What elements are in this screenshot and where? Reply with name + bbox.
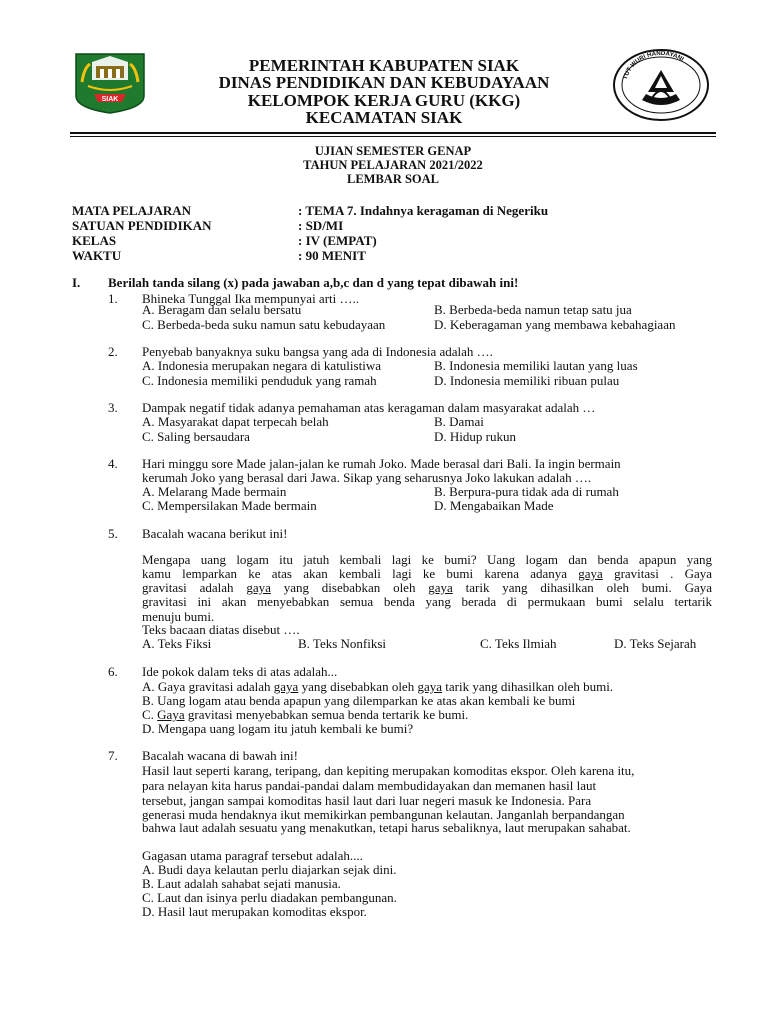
q7-intro: Bacalah wacana di bawah ini!: [142, 748, 298, 763]
q2-text: Penyebab banyaknya suku bangsa yang ada di Indonesia adalah ….: [142, 344, 493, 359]
q7-option-d[interactable]: D. Hasil laut merupakan komoditas ekspor.: [142, 904, 367, 919]
q2-option-c[interactable]: C. Indonesia memiliki penduduk yang ramah: [142, 373, 377, 388]
q1-number: 1.: [108, 291, 118, 306]
exam-sheet-label: LEMBAR SOAL: [346, 172, 440, 186]
q3-text: Dampak negatif tidak adanya pemahaman atas keragaman dalam masyarakat adalah …: [142, 400, 596, 415]
q4-text-line-1: Hari minggu sore Made jalan-jalan ke rumah Joko. Made berasal dari Bali. Ia ingin bermain: [142, 456, 621, 471]
q1-text: Bhineka Tunggal Ika mempunyai arti …..: [142, 291, 360, 306]
q3-number: 3.: [108, 400, 118, 415]
q7-passage-line-1: Hasil laut seperti karang, teripang, dan kepiting merupakan komoditas ekspor. Oleh karena itu,: [142, 763, 635, 778]
exam-title: UJIAN SEMESTER GENAP: [314, 144, 472, 158]
q1-option-a[interactable]: A. Beragam dan selalu bersatu: [142, 302, 302, 317]
info-value-class: : IV (EMPAT): [298, 233, 377, 248]
q5-question: Teks bacaan diatas disebut ….: [142, 622, 300, 637]
q7-option-c[interactable]: C. Laut dan isinya perlu diadakan pembangunan.: [142, 890, 397, 905]
q1-option-c[interactable]: C. Berbeda-beda suku namun satu kebudayaan: [142, 317, 386, 332]
q6-number: 6.: [108, 664, 118, 679]
exam-year: TAHUN PELAJARAN 2021/2022: [303, 158, 483, 172]
q5-option-b[interactable]: B. Teks Nonfiksi: [298, 636, 387, 651]
q5-passage-line-5: menuju bumi.: [142, 609, 215, 624]
q2-option-b[interactable]: B. Indonesia memiliki lautan yang luas: [434, 358, 638, 373]
q6-option-d[interactable]: D. Mengapa uang logam itu jatuh kembali ke bumi?: [142, 721, 414, 736]
info-label-time: WAKTU: [72, 248, 122, 263]
info-label-class: KELAS: [72, 233, 117, 248]
q6-option-b[interactable]: B. Uang logam atau benda apapun yang dilemparkan ke atas akan kembali ke bumi: [142, 693, 576, 708]
header-line-1: PEMERINTAH KABUPATEN SIAK: [248, 56, 520, 75]
q4-option-b[interactable]: B. Berpura-pura tidak ada di rumah: [434, 484, 619, 499]
q1-option-d[interactable]: D. Keberagaman yang membawa kebahagiaan: [434, 317, 676, 332]
q7-passage-line-3: tersebut, jangan sampai komoditas hasil laut dari luar negeri masuk ke Indonesia. Para: [142, 793, 592, 808]
underlined-word: gaya: [428, 580, 453, 595]
q2-option-a[interactable]: A. Indonesia merupakan negara di katulistiwa: [142, 358, 381, 373]
q1-option-b[interactable]: B. Berbeda-beda namun tetap satu jua: [434, 302, 632, 317]
q2-number: 2.: [108, 344, 118, 359]
section-instruction: Berilah tanda silang (x) pada jawaban a,b,c dan d yang tepat dibawah ini!: [108, 275, 519, 290]
q4-option-c[interactable]: C. Mempersilakan Made bermain: [142, 498, 317, 513]
underlined-word: gaya: [246, 580, 271, 595]
q6-option-c[interactable]: C. Gaya gravitasi menyebabkan semua benda tertarik ke bumi.: [142, 707, 469, 722]
q4-option-d[interactable]: D. Mengabaikan Made: [434, 498, 554, 513]
q7-question: Gagasan utama paragraf tersebut adalah....: [142, 848, 363, 863]
q5-number: 5.: [108, 526, 118, 541]
q4-number: 4.: [108, 456, 118, 471]
q2-option-d[interactable]: D. Indonesia memiliki ribuan pulau: [434, 373, 620, 388]
q6-text: Ide pokok dalam teks di atas adalah...: [142, 664, 338, 679]
q6-option-a[interactable]: A. Gaya gravitasi adalah gaya yang disebabkan oleh gaya tarik yang dihasilkan oleh bumi.: [142, 679, 614, 694]
q4-text-line-2: kerumah Joko yang berasal dari Jawa. Sikap yang seharusnya Joko lakukan adalah ….: [142, 470, 592, 485]
q5-option-c[interactable]: C. Teks Ilmiah: [480, 636, 557, 651]
q5-passage-line-1: Mengapa uang logam itu jatuh kembali lagi ke bumi? Uang logam dan benda apapun yang: [142, 552, 712, 567]
q7-passage-line-2: para nelayan kita harus pandai-pandai dalam membudidayakan dan memanen hasil laut: [142, 778, 597, 793]
info-value-subject: : TEMA 7. Indahnya keragaman di Negeriku: [298, 203, 549, 218]
section-number: I.: [72, 275, 81, 290]
q7-number: 7.: [108, 748, 118, 763]
q5-passage-line-4: gravitasi ini akan menyebabkan semua benda yang berada di permukaan bumi selalu tertarik: [142, 594, 712, 609]
q5-intro: Bacalah wacana berikut ini!: [142, 526, 288, 541]
q3-option-d[interactable]: D. Hidup rukun: [434, 429, 516, 444]
q3-option-c[interactable]: C. Saling bersaudara: [142, 429, 250, 444]
logo-text: SIAK: [101, 96, 119, 103]
q5-passage-line-2: kamu lemparkan ke atas akan kembali lagi ke bumi karena adanya gaya gravitasi . Gaya: [142, 566, 713, 581]
q4-option-a[interactable]: A. Melarang Made bermain: [142, 484, 287, 499]
q7-option-a[interactable]: A. Budi daya kelautan perlu diajarkan sejak dini.: [142, 862, 397, 877]
header-divider: [70, 132, 716, 134]
q7-option-b[interactable]: B. Laut adalah sahabat sejati manusia.: [142, 876, 341, 891]
q5-passage-line-3: gravitasi adalah gaya yang disebabkan oleh gaya tarik yang dihasilkan oleh bumi. Gaya: [142, 580, 713, 595]
header-line-2: DINAS PENDIDIKAN DAN KEBUDAYAAN: [218, 73, 550, 92]
info-label-subject: MATA PELAJARAN: [72, 203, 192, 218]
header-line-3: KELOMPOK KERJA GURU (KKG): [247, 91, 521, 110]
info-value-time: : 90 MENIT: [298, 248, 366, 263]
q7-passage-line-5: bahwa laut adalah sesuatu yang menakutkan, tetapi harus sebaliknya, laut merupakan sahabat.: [142, 820, 631, 835]
q3-option-b[interactable]: B. Damai: [434, 414, 484, 429]
underlined-word: gaya: [578, 566, 603, 581]
header-line-4: KECAMATAN SIAK: [305, 108, 463, 127]
logo-motto-text: TUT WURI HANDAYANI: [621, 49, 685, 81]
q7-passage-line-4: generasi muda hendaknya ikut memikirkan pembangunan kelautan. Janganlah berpandangan: [142, 807, 625, 822]
q5-option-a[interactable]: A. Teks Fiksi: [142, 636, 212, 651]
q5-option-d[interactable]: D. Teks Sejarah: [614, 636, 697, 651]
q3-option-a[interactable]: A. Masyarakat dapat terpecah belah: [142, 414, 329, 429]
info-label-school: SATUAN PENDIDIKAN: [72, 218, 212, 233]
info-value-school: : SD/MI: [298, 218, 344, 233]
